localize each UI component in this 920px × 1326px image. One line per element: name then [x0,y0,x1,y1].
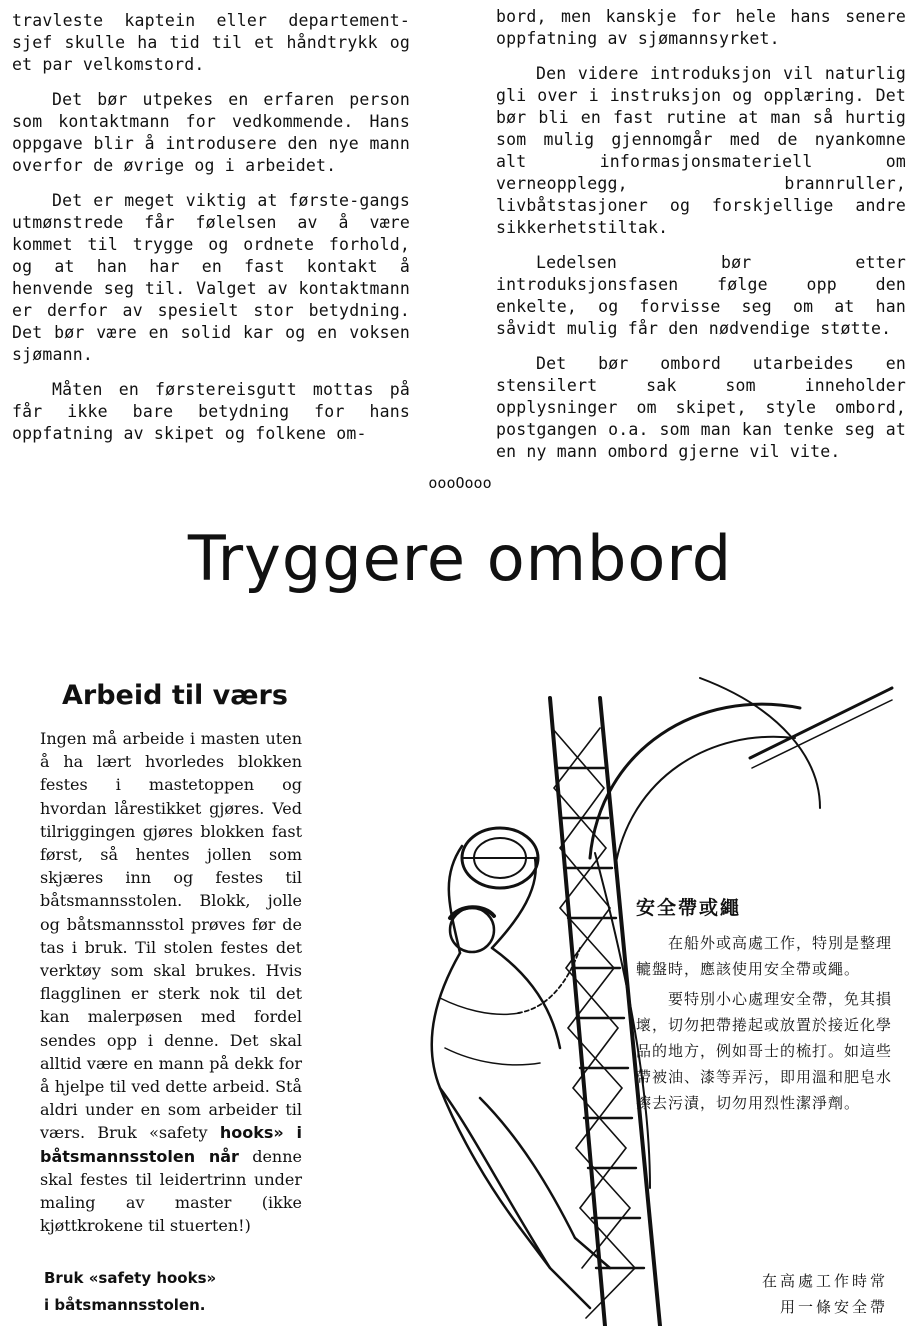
section-separator: oooOooo [428,474,492,492]
funnel-outline [615,737,795,868]
body-text-part: Ingen må arbeide i masten uten å ha lært hvorledes blokken festes i mastetoppen og hvordan lårestikket gjøres. Ved tilriggingen gjøres blokken fast først, så hentes jollen som skjæres inn og festes til båtsmannsstolen. Blokk, jolle og båtsmannsstol prøves før de tas i bruk. Til stolen festes det verktøy som skal brukes. Hvis flagglinen er sterk nok til det kan malerpøsen med fordel sendes opp i denne. Det skal alltid være en mann på dekk for å hjelpe til ved dette arbeid. Stå aldri under en som arbeider til værs. Bruk «safety [40,729,302,1143]
antenna-pole [750,688,892,758]
section-body-text [40,727,302,1237]
left-paragraph: Det bør utpekes en erfaren person som kontaktmann for vedkommende. Hans oppgave blir å introdusere den nye mann overfor de øvrige og i arbeidet. [12,90,410,175]
left-paragraph: Måten en førstereisgutt mottas på får ikke bare betydning for hans oppfatning av skipet og folkene om- [12,380,410,443]
chinese-paragraph: 要特別小心處理安全帶，免其損壞，切勿把帶捲起或放置於接近化學品的地方，例如哥士的梳打。如這些帶被油、漆等弄污，即用溫和肥皂水擦去污漬，切勿用烈性潔淨劑。 [636,990,893,1112]
body-text-part: denne skal festes til leidertrinn under maling av master (ikke kjøttkrokene til stuerten!) [40,1146,303,1236]
page-headline: Tryggere ombord [187,522,733,595]
right-text-column [496,6,906,476]
chinese-caption-line: 用一條安全帶 [779,1298,888,1316]
left-text-column [12,10,410,458]
body-text-bold: hooks» i båtsmannsstolen når [40,1123,302,1166]
left-paragraph: Det er meget viktig at første-gangs utmønstrede får følelsen av å være kommet til trygge og ordnete forhold, og at han har en fast kontakt å henvende seg til. Valget av kontaktmann er derfor av spesielt stor betydning. Det bør være en solid kar og en voksen sjømann. [12,191,410,364]
chinese-caption [762,1268,888,1320]
left-paragraph: travleste kaptein eller departement-sjef skulle ha tid til et håndtrykk og et par velkomstord. [12,11,410,74]
funnel-outline [590,704,800,858]
chinese-body [636,930,894,1120]
illustration-caption [44,1265,244,1319]
caption-line: Bruk «safety hooks» [44,1269,217,1287]
right-paragraph: Det bør ombord utarbeides en stensilert sak som inneholder opplysninger om skipet, style ombord, postgangen o.a. som man kan tenke seg at en ny mann ombord gjerne vil vite. [496,354,906,461]
right-paragraph: Ledelsen bør etter introduksjonsfasen følge opp den enkelte, og forvisse seg om at han såvidt mulig får den nødvendige støtte. [496,253,906,338]
mast-lattice [552,728,635,1318]
antenna-pole [752,700,892,768]
right-paragraph: Den videre introduksjon vil naturlig gli over i instruksjon og opplæring. Det bør bli en fast rutine at man så hurtig som mulig gjennomgår med de nyankomne alt informasjonsmateriell om verneopplegg, brannruller, livbåtstasjoner og forskjellige andre sikkerhetstiltak. [496,64,906,237]
right-paragraph: bord, men kanskje for hele hans senere oppfatning av sjømannsyrket. [496,7,906,48]
chinese-title: 安全帶或繩 [636,897,742,919]
chinese-caption-line: 在高處工作時常 [761,1272,888,1290]
section-title: Arbeid til værs [62,680,288,711]
chinese-paragraph: 在船外或高處工作，特別是整理轆盤時，應該使用安全帶或繩。 [636,934,893,978]
caption-line: i båtsmannsstolen. [44,1296,206,1314]
